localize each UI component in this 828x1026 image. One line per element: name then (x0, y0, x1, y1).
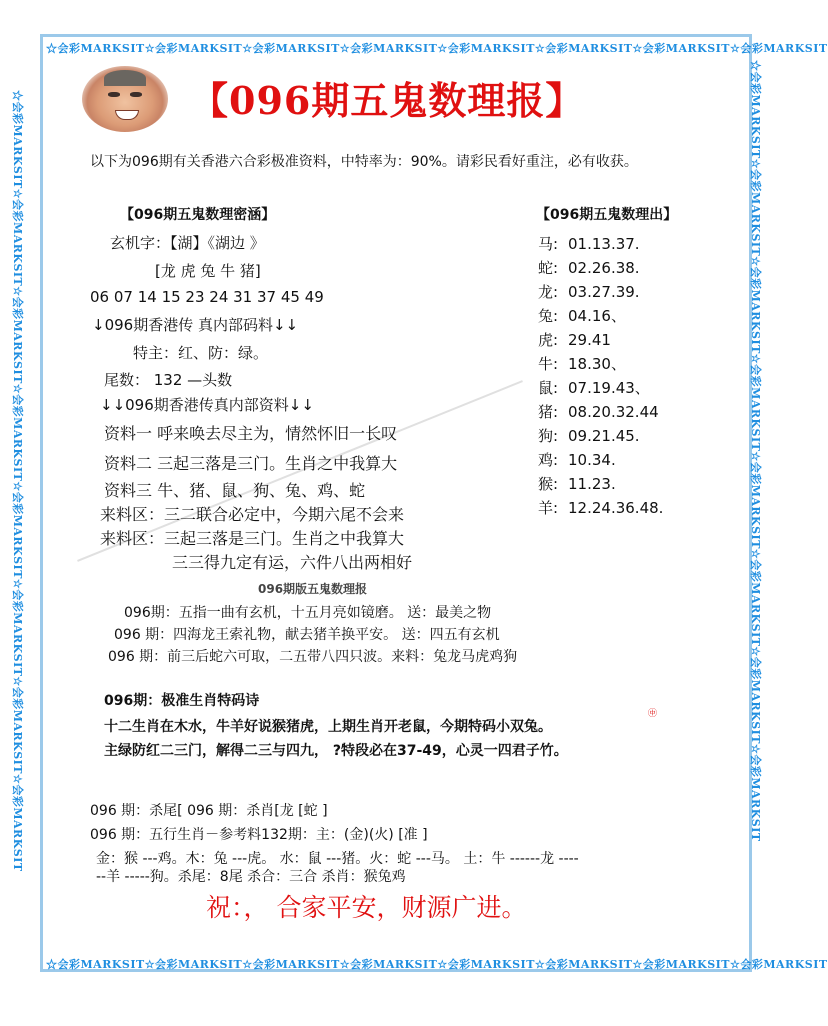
area1-line: 来料区：三二联合必定中，今期六尾不会来 (100, 505, 405, 524)
inside-code-line: ↓096期香港传 真内部码料↓↓ (92, 316, 299, 334)
blessing-text: 祝：， 合家平安，财源广进。 (206, 893, 527, 922)
zodiac-row (538, 304, 663, 328)
zodiac-row (538, 328, 663, 352)
mid-line-3: 096 期：前三后蛇六可取，二五带八四只波。来料：兔龙马虎鸡狗 (108, 649, 518, 665)
zodiac-animal: 鸡: (538, 451, 559, 469)
elements-line-1: 金：猴 ---鸡。木：兔 ---虎。 水：鼠 ---猪。火：蛇 ---马。 土：牛 ------龙 ---- (96, 851, 579, 867)
zodiac-row (538, 472, 663, 496)
poem-line-1: 十二生肖在木水，牛羊好说猴猪虎，上期生肖开老鼠，今期特码小双兔。 (104, 719, 552, 735)
special-mark-icon: ㊥ (648, 709, 658, 719)
zodiac-animal: 猪: (538, 403, 559, 421)
right-section-heading: 【096期五鬼数理出】 (536, 207, 678, 223)
zodiac-numbers: 03.27.39. (568, 283, 640, 301)
zodiac-animal: 猴: (538, 475, 559, 493)
zodiac-animal: 狗: (538, 427, 559, 445)
zodiac-numbers: 18.30、 (568, 355, 626, 373)
zodiac-row (538, 376, 663, 400)
inside-data-line: ↓↓096期香港传真内部资料↓↓ (100, 396, 314, 414)
frame-watermark-top: ☆会彩MARKSIT☆会彩MARKSIT☆会彩MARKSIT☆会彩MARKSIT☆会彩MARKSIT☆会彩MARKSIT☆会彩MARKSIT☆会彩MARKSIT (46, 42, 828, 55)
riddle-line: 玄机字：【湖】《湖边 》 (110, 234, 265, 252)
zodiac-numbers: 04.16、 (568, 307, 626, 325)
zodiac-animal: 龙: (538, 283, 559, 301)
zodiac-numbers: 02.26.38. (568, 259, 640, 277)
avatar-mouth (115, 110, 139, 120)
data1-line: 资料一 呼来唤去尽主为，情然怀旧一长叹 (104, 424, 398, 443)
zodiac-row (538, 400, 663, 424)
zodiac-numbers: 01.13.37. (568, 235, 640, 253)
area3-line: 三三得九定有运，六件八出两相好 (172, 553, 413, 572)
page-title: 【096期五鬼数理报】 (190, 78, 585, 123)
tail-line: 尾数： 132 —头数 (104, 371, 233, 389)
frame-watermark-left: ☆会彩MARKSIT☆会彩MARKSIT☆会彩MARKSIT☆会彩MARKSIT☆会彩MARKSIT☆会彩MARKSIT☆会彩MARKSIT☆会彩MARKSIT (11, 90, 24, 872)
zodiac-animal: 牛: (538, 355, 559, 373)
elements-line-2: --羊 -----狗。杀尾：8尾 杀合：三合 杀肖：猴兔鸡 (96, 869, 406, 885)
zodiac-numbers: 08.20.32.44 (568, 403, 659, 421)
zodiac-numbers: 10.34. (568, 451, 616, 469)
intro-text: 以下为096期有关香港六合彩极准资料，中特率为：90%。请彩民看好重注，必有收获。 (90, 154, 638, 170)
frame-watermark-bottom: ☆会彩MARKSIT☆会彩MARKSIT☆会彩MARKSIT☆会彩MARKSIT☆会彩MARKSIT☆会彩MARKSIT☆会彩MARKSIT☆会彩MARKSIT (46, 958, 828, 971)
avatar-hair (104, 70, 146, 86)
poem-line-2: 主绿防红二三门，解得二三与四九， ?特段必在37-49，心灵一四君子竹。 (104, 743, 568, 759)
zodiac-row (538, 448, 663, 472)
special-line: 特主：红、防：绿。 (133, 344, 269, 362)
zodiac-numbers: 12.24.36.48. (568, 499, 664, 517)
numbers-line: 06 07 14 15 23 24 31 37 45 49 (90, 288, 324, 306)
zodiac-animal: 虎: (538, 331, 559, 349)
zodiac-row (538, 256, 663, 280)
zodiac-row (538, 280, 663, 304)
zodiac-animal: 马: (538, 235, 559, 253)
animals-line: [龙 虎 兔 牛 猪] (155, 262, 261, 280)
area2-line: 来料区：三起三落是三门。生肖之中我算大 (100, 529, 405, 548)
data3-line: 资料三 牛、猪、鼠、狗、兔、鸡、蛇 (104, 481, 366, 500)
data2-line: 资料二 三起三落是三门。生肖之中我算大 (104, 454, 398, 473)
zodiac-numbers: 11.23. (568, 475, 616, 493)
avatar-eye-right (130, 92, 142, 97)
frame-watermark-right: ☆会彩MARKSIT☆会彩MARKSIT☆会彩MARKSIT☆会彩MARKSIT☆会彩MARKSIT☆会彩MARKSIT☆会彩MARKSIT☆会彩MARKSIT (749, 60, 762, 842)
zodiac-numbers: 29.41 (568, 331, 611, 349)
zodiac-animal: 兔: (538, 307, 559, 325)
zodiac-list (538, 232, 663, 520)
five-elements-line: 096 期：五行生肖－参考料132期：主：(金)(火) [准 ] (90, 827, 428, 843)
left-section-heading: 【096期五鬼数理密涵】 (120, 207, 276, 223)
mid-line-1: 096期：五指一曲有玄机，十五月亮如镜磨。 送：最美之物 (124, 605, 492, 621)
zodiac-animal: 鼠: (538, 379, 559, 397)
zodiac-animal: 蛇: (538, 259, 559, 277)
zodiac-row (538, 496, 663, 520)
kill-line: 096 期：杀尾[ 096 期：杀肖[龙 [蛇 ] (90, 803, 328, 819)
zodiac-animal: 羊: (538, 499, 559, 517)
zodiac-numbers: 09.21.45. (568, 427, 640, 445)
avatar-eye-left (108, 92, 120, 97)
zodiac-row (538, 352, 663, 376)
avatar (82, 66, 168, 132)
mid-heading: 096期版五鬼数理报 (258, 582, 368, 596)
zodiac-row (538, 232, 663, 256)
zodiac-row (538, 424, 663, 448)
zodiac-numbers: 07.19.43、 (568, 379, 650, 397)
mid-line-2: 096 期：四海龙王索礼物，献去猪羊换平安。 送：四五有玄机 (114, 627, 500, 643)
poem-heading: 096期：极准生肖特码诗 (104, 693, 260, 709)
